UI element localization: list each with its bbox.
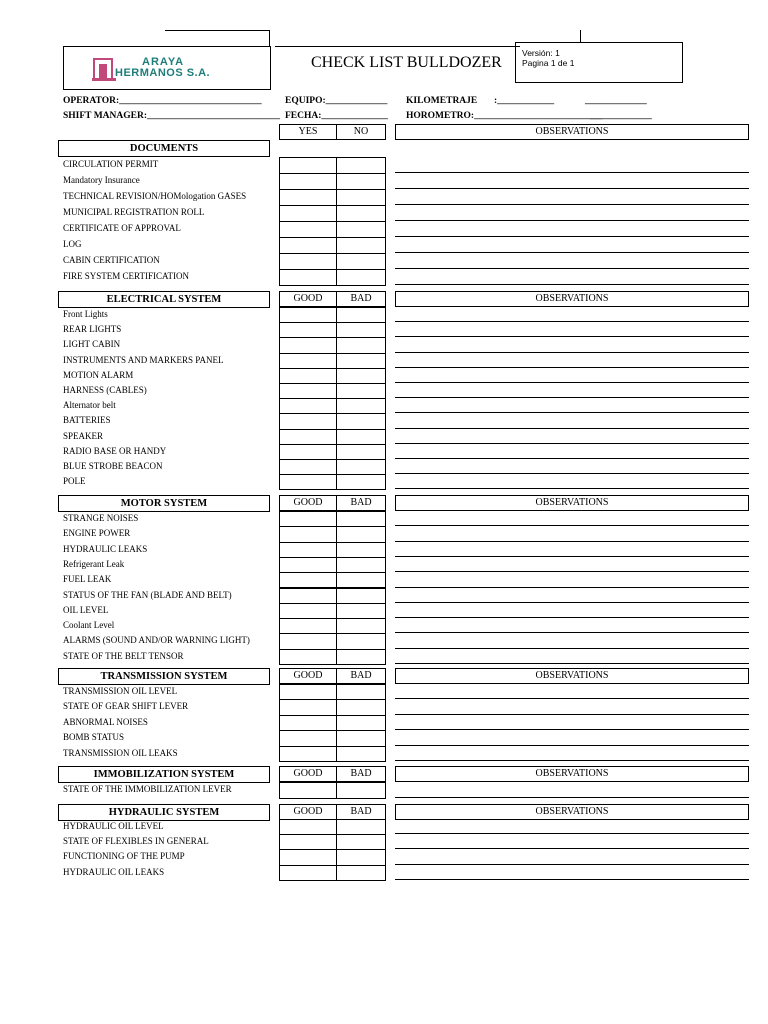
- checkbox-cell-col2[interactable]: [336, 253, 386, 270]
- checkbox-cell-col1[interactable]: [279, 588, 337, 604]
- observation-line[interactable]: [395, 236, 749, 237]
- observations-header: OBSERVATIONS: [395, 124, 749, 140]
- checkbox-cell-col2[interactable]: [336, 572, 386, 588]
- observation-line[interactable]: [395, 797, 749, 798]
- checkbox-cell-col2[interactable]: [336, 557, 386, 573]
- checkbox-cell-col1[interactable]: [279, 730, 337, 746]
- checkbox-cell-col1[interactable]: [279, 322, 337, 338]
- checkbox-cell-col2[interactable]: [336, 157, 386, 174]
- checklist-item-label: FUEL LEAK: [63, 574, 112, 585]
- observation-line[interactable]: [395, 525, 749, 526]
- checklist-item-label: CIRCULATION PERMIT: [63, 159, 159, 169]
- checkbox-cell-col2[interactable]: [336, 398, 386, 414]
- checkbox-cell-col2[interactable]: [336, 699, 386, 715]
- checkbox-cell-col1[interactable]: [279, 337, 337, 353]
- section-title: DOCUMENTS: [58, 140, 270, 157]
- checkbox-cell-col2[interactable]: [336, 834, 386, 850]
- observation-line[interactable]: [395, 458, 749, 459]
- checklist-item-label: STATUS OF THE FAN (BLADE AND BELT): [63, 589, 232, 600]
- observation-line[interactable]: [395, 428, 749, 429]
- checklist-item-label: CERTIFICATE OF APPROVAL: [63, 223, 181, 233]
- observation-line[interactable]: [395, 698, 749, 699]
- checklist-item-label: TECHNICAL REVISION/HOMologation GASES: [63, 191, 247, 201]
- checklist-item-label: FUNCTIONING OF THE PUMP: [63, 851, 185, 862]
- checkbox-cell-col1[interactable]: [279, 269, 337, 286]
- observation-line[interactable]: [395, 172, 749, 173]
- observation-line[interactable]: [395, 367, 749, 368]
- checkbox-cell-col2[interactable]: [336, 429, 386, 445]
- checkbox-cell-col2[interactable]: [336, 269, 386, 286]
- checkbox-cell-col1[interactable]: [279, 542, 337, 558]
- observations-header: OBSERVATIONS: [395, 291, 749, 307]
- checkbox-cell-col1[interactable]: [279, 353, 337, 369]
- logo-text-line1: ARAYA: [142, 56, 185, 68]
- observation-line[interactable]: [395, 204, 749, 205]
- checkbox-cell-col1[interactable]: [279, 173, 337, 190]
- checklist-item-label: CABIN CERTIFICATION: [63, 255, 160, 265]
- checkbox-cell-col2[interactable]: [336, 542, 386, 558]
- checkbox-cell-col1[interactable]: [279, 618, 337, 634]
- checklist-item-label: MUNICIPAL REGISTRATION ROLL: [63, 207, 205, 217]
- checkbox-cell-col2[interactable]: [336, 603, 386, 619]
- checkbox-cell-col2[interactable]: [336, 526, 386, 542]
- checklist-item-label: BOMB STATUS: [63, 732, 125, 743]
- checklist-item-label: HYDRAULIC OIL LEVEL: [63, 821, 164, 831]
- checkbox-cell-col2[interactable]: [336, 746, 386, 762]
- horometro-field: HOROMETRO:___________________________: [406, 111, 603, 121]
- checklist-item-label: Alternator belt: [63, 400, 116, 411]
- checkbox-cell-col1[interactable]: [279, 221, 337, 238]
- checklist-item-label: HYDRAULIC LEAKS: [63, 543, 148, 554]
- checkbox-cell-col2[interactable]: [336, 368, 386, 384]
- observation-line[interactable]: [395, 833, 749, 834]
- section-title: MOTOR SYSTEM: [58, 495, 270, 512]
- version-divider: [580, 30, 581, 42]
- checkbox-cell-col2[interactable]: [336, 511, 386, 527]
- kilometraje-blank: :____________: [494, 96, 555, 106]
- observations-header: OBSERVATIONS: [395, 668, 749, 684]
- column-header-col1: GOOD: [279, 668, 337, 684]
- column-header-col1: GOOD: [279, 766, 337, 782]
- checkbox-cell-col1[interactable]: [279, 819, 337, 835]
- checkbox-cell-col1[interactable]: [279, 253, 337, 270]
- checkbox-cell-col1[interactable]: [279, 715, 337, 731]
- observation-line[interactable]: [395, 571, 749, 572]
- checkbox-cell-col1[interactable]: [279, 603, 337, 619]
- checkbox-cell-col2[interactable]: [336, 849, 386, 865]
- equipo-field: EQUIPO:_____________: [285, 96, 388, 106]
- version-label: Versión: 1: [522, 48, 560, 58]
- checkbox-cell-col2[interactable]: [336, 173, 386, 190]
- column-header-col2: BAD: [336, 291, 386, 307]
- observations-header: OBSERVATIONS: [395, 766, 749, 782]
- checkbox-cell-col1[interactable]: [279, 557, 337, 573]
- observation-line[interactable]: [395, 879, 749, 880]
- observation-line[interactable]: [395, 336, 749, 337]
- checklist-item-label: STATE OF THE BELT TENSOR: [63, 650, 184, 661]
- checkbox-cell-col1[interactable]: [279, 429, 337, 445]
- checklist-item-label: REAR LIGHTS: [63, 324, 122, 335]
- observation-line[interactable]: [395, 848, 749, 849]
- top-border-line: [165, 30, 270, 47]
- column-header-col2: BAD: [336, 495, 386, 511]
- checkbox-cell-col2[interactable]: [336, 221, 386, 238]
- checkbox-cell-col2[interactable]: [336, 649, 386, 665]
- observation-line[interactable]: [395, 745, 749, 746]
- checklist-item-label: STATE OF GEAR SHIFT LEVER: [63, 701, 189, 712]
- observation-line[interactable]: [395, 541, 749, 542]
- column-header-col2: BAD: [336, 804, 386, 820]
- checkbox-cell-col2[interactable]: [336, 353, 386, 369]
- checklist-item-label: Refrigerant Leak: [63, 558, 125, 569]
- observation-line[interactable]: [395, 729, 749, 730]
- observation-line[interactable]: [395, 473, 749, 474]
- logo-text-line2: HERMANOS S.A.: [115, 67, 211, 79]
- checkbox-cell-col1[interactable]: [279, 865, 337, 881]
- checkbox-cell-col2[interactable]: [336, 444, 386, 460]
- checklist-item-label: POLE: [63, 476, 86, 487]
- fecha-field: FECHA:______________: [285, 111, 388, 121]
- shift-manager-field: SHIFT MANAGER:____________________________: [63, 111, 281, 121]
- observation-line[interactable]: [395, 220, 749, 221]
- observation-line[interactable]: [395, 663, 749, 664]
- checklist-item-label: BATTERIES: [63, 415, 111, 426]
- observation-line[interactable]: [395, 617, 749, 618]
- column-header-col2: BAD: [336, 766, 386, 782]
- checklist-item-label: STATE OF THE IMMOBILIZATION LEVER: [63, 784, 232, 794]
- observation-line[interactable]: [395, 488, 749, 489]
- checklist-item-label: OIL LEVEL: [63, 604, 109, 615]
- checklist-item-label: TRANSMISSION OIL LEVEL: [63, 686, 178, 696]
- checkbox-cell-col1[interactable]: [279, 413, 337, 429]
- column-header-col1: GOOD: [279, 291, 337, 307]
- observations-header: OBSERVATIONS: [395, 495, 749, 511]
- checkbox-cell-col2[interactable]: [336, 205, 386, 222]
- checkbox-cell-col1[interactable]: [279, 459, 337, 475]
- checkbox-cell-col2[interactable]: [336, 588, 386, 604]
- section-title: TRANSMISSION SYSTEM: [58, 668, 270, 685]
- checklist-item-label: Coolant Level: [63, 620, 115, 631]
- observation-line[interactable]: [395, 268, 749, 269]
- checkbox-cell-col1[interactable]: [279, 398, 337, 414]
- operator-field: OPERATOR:______________________________: [63, 96, 262, 106]
- observation-line[interactable]: [395, 556, 749, 557]
- column-header-col1: GOOD: [279, 495, 337, 511]
- logo-building-icon: [92, 56, 116, 82]
- horometro-tail: _____________: [590, 111, 652, 121]
- checklist-item-label: ENGINE POWER: [63, 528, 131, 539]
- observation-line[interactable]: [395, 714, 749, 715]
- column-header-col2: NO: [336, 124, 386, 140]
- kilometraje-label: KILOMETRAJE: [406, 96, 478, 106]
- observation-line[interactable]: [395, 760, 749, 761]
- observation-line[interactable]: [395, 352, 749, 353]
- checkbox-cell-col2[interactable]: [336, 782, 386, 799]
- checkbox-cell-col2[interactable]: [336, 618, 386, 634]
- checklist-item-label: ABNORMAL NOISES: [63, 716, 148, 727]
- checkbox-cell-col2[interactable]: [336, 865, 386, 881]
- checkbox-cell-col2[interactable]: [336, 383, 386, 399]
- observation-line[interactable]: [395, 252, 749, 253]
- checklist-item-label: MOTION ALARM: [63, 369, 134, 380]
- checkbox-cell-col2[interactable]: [336, 474, 386, 490]
- column-header-col1: YES: [279, 124, 337, 140]
- checkbox-cell-col2[interactable]: [336, 633, 386, 649]
- observation-line[interactable]: [395, 602, 749, 603]
- checkbox-cell-col1[interactable]: [279, 699, 337, 715]
- checkbox-cell-col2[interactable]: [336, 715, 386, 731]
- checkbox-cell-col1[interactable]: [279, 474, 337, 490]
- checkbox-cell-col1[interactable]: [279, 633, 337, 649]
- title-top-line: [275, 46, 520, 47]
- checklist-item-label: INSTRUMENTS AND MARKERS PANEL: [63, 354, 224, 365]
- checklist-item-label: FIRE SYSTEM CERTIFICATION: [63, 271, 189, 281]
- observation-line[interactable]: [395, 648, 749, 649]
- checkbox-cell-col1[interactable]: [279, 307, 337, 323]
- checklist-item-label: LIGHT CABIN: [63, 339, 121, 350]
- checklist-item-label: LOG: [63, 239, 82, 249]
- checkbox-cell-col1[interactable]: [279, 157, 337, 174]
- section-title: HYDRAULIC SYSTEM: [58, 804, 270, 821]
- observation-line[interactable]: [395, 382, 749, 383]
- checkbox-cell-col2[interactable]: [336, 413, 386, 429]
- observation-line[interactable]: [395, 321, 749, 322]
- checkbox-cell-col1[interactable]: [279, 526, 337, 542]
- observation-line[interactable]: [395, 587, 749, 588]
- checkbox-cell-col1[interactable]: [279, 834, 337, 850]
- observations-header: OBSERVATIONS: [395, 804, 749, 820]
- checkbox-cell-col1[interactable]: [279, 649, 337, 665]
- observation-line[interactable]: [395, 412, 749, 413]
- checkbox-cell-col1[interactable]: [279, 684, 337, 700]
- checkbox-cell-col2[interactable]: [336, 459, 386, 475]
- checklist-item-label: HYDRAULIC OIL LEAKS: [63, 866, 165, 877]
- checklist-item-label: SPEAKER: [63, 430, 104, 441]
- checklist-item-label: Front Lights: [63, 309, 108, 319]
- observation-line[interactable]: [395, 443, 749, 444]
- checkbox-cell-col1[interactable]: [279, 205, 337, 222]
- checkbox-cell-col2[interactable]: [336, 684, 386, 700]
- checkbox-cell-col1[interactable]: [279, 782, 337, 799]
- page-number-label: Pagina 1 de 1: [522, 58, 575, 68]
- section-title: ELECTRICAL SYSTEM: [58, 291, 270, 308]
- checkbox-cell-col2[interactable]: [336, 819, 386, 835]
- observation-line[interactable]: [395, 864, 749, 865]
- checkbox-cell-col2[interactable]: [336, 337, 386, 353]
- observation-line[interactable]: [395, 632, 749, 633]
- checkbox-cell-col1[interactable]: [279, 444, 337, 460]
- checklist-item-label: STRANGE NOISES: [63, 513, 139, 523]
- checklist-item-label: TRANSMISSION OIL LEAKS: [63, 747, 178, 758]
- checkbox-cell-col2[interactable]: [336, 189, 386, 206]
- checkbox-cell-col2[interactable]: [336, 730, 386, 746]
- checklist-item-label: BLUE STROBE BEACON: [63, 461, 163, 471]
- checkbox-cell-col1[interactable]: [279, 237, 337, 254]
- checkbox-cell-col1[interactable]: [279, 746, 337, 762]
- observation-line[interactable]: [395, 284, 749, 285]
- checkbox-cell-col1[interactable]: [279, 849, 337, 865]
- checkbox-cell-col2[interactable]: [336, 237, 386, 254]
- observation-line[interactable]: [395, 188, 749, 189]
- checklist-item-label: STATE OF FLEXIBLES IN GENERAL: [63, 836, 209, 847]
- checkbox-cell-col1[interactable]: [279, 511, 337, 527]
- column-header-col1: GOOD: [279, 804, 337, 820]
- column-header-col2: BAD: [336, 668, 386, 684]
- section-title: IMMOBILIZATION SYSTEM: [58, 766, 270, 783]
- checkbox-cell-col2[interactable]: [336, 322, 386, 338]
- checkbox-cell-col1[interactable]: [279, 572, 337, 588]
- page-title: CHECK LIST BULLDOZER: [311, 54, 502, 71]
- extra-blank: _____________: [585, 96, 647, 106]
- checkbox-cell-col1[interactable]: [279, 189, 337, 206]
- observation-line[interactable]: [395, 397, 749, 398]
- checkbox-cell-col1[interactable]: [279, 383, 337, 399]
- checklist-item-label: Mandatory Insurance: [63, 175, 140, 185]
- checklist-item-label: ALARMS (SOUND AND/OR WARNING LIGHT): [63, 635, 250, 646]
- checkbox-cell-col1[interactable]: [279, 368, 337, 384]
- checklist-item-label: HARNESS (CABLES): [63, 385, 147, 395]
- checklist-item-label: RADIO BASE OR HANDY: [63, 445, 167, 456]
- checkbox-cell-col2[interactable]: [336, 307, 386, 323]
